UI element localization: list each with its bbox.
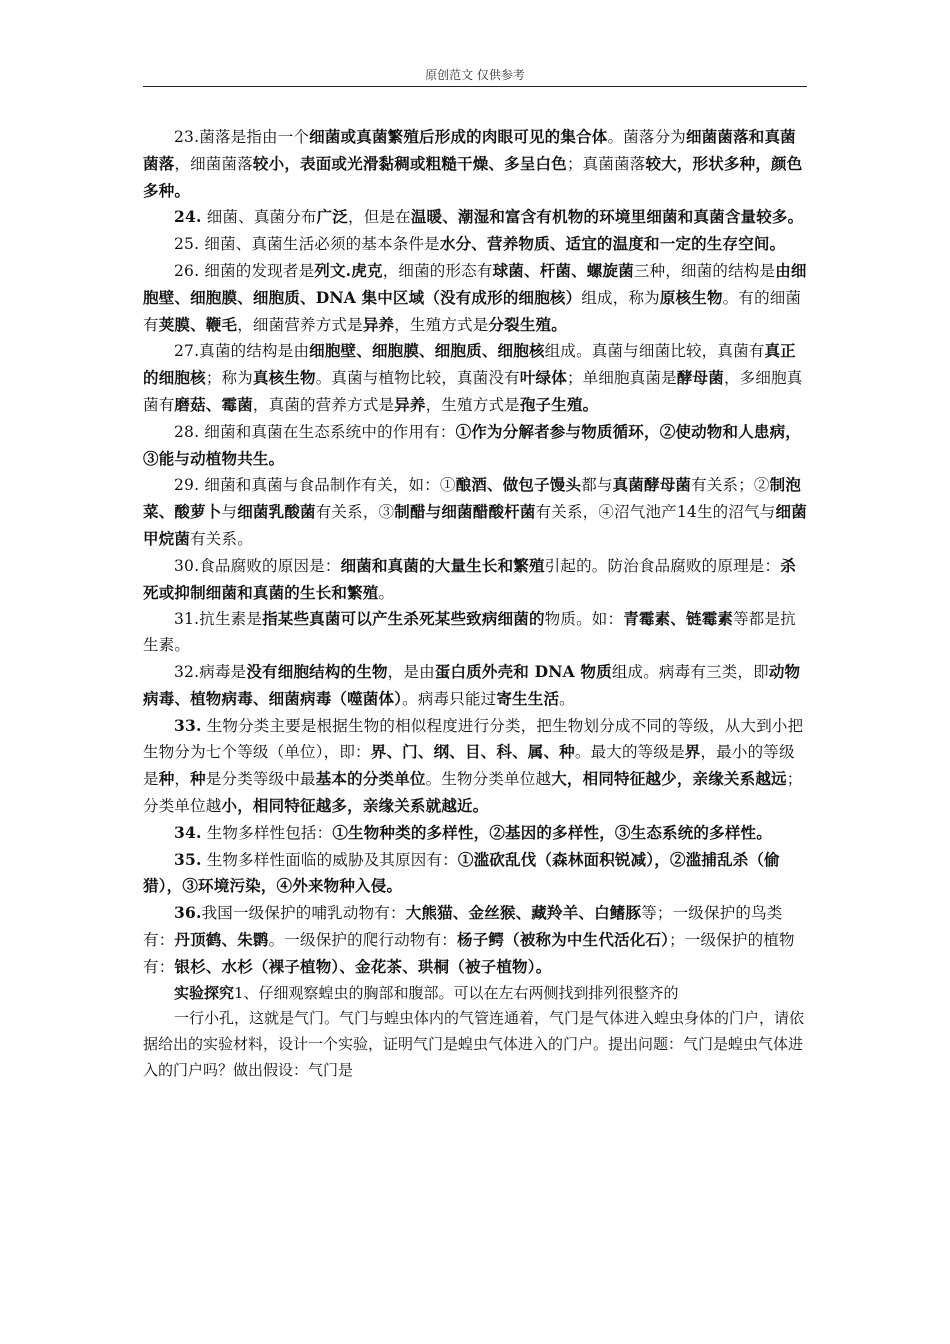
bold-text: 大，相同特征越少，亲缘关系越远 — [551, 769, 787, 789]
paragraph-p32 — [143, 659, 807, 713]
bold-text: 较小，表面或光滑黏稠或粗糙干燥、多呈白色 — [252, 153, 567, 173]
paragraph-p28 — [143, 419, 807, 473]
text-run: ，但是在 — [348, 208, 411, 227]
bold-text: 界 — [684, 742, 701, 762]
text-run: 都与 — [581, 476, 613, 495]
bold-text: 细菌和真菌的大量生长和繁殖 — [340, 555, 545, 575]
text-run: 物质。如： — [544, 610, 624, 629]
paragraph-p27 — [143, 338, 807, 418]
paragraph-p35 — [143, 847, 807, 901]
bold-text: 丹顶鹤、朱鹮 — [174, 929, 269, 949]
text-run: ，最小的等级是 — [143, 743, 795, 789]
lab-paragraph-1 — [143, 981, 807, 1007]
text-run: 细菌、真菌分布 — [201, 208, 317, 227]
bold-text: 异养 — [362, 314, 395, 334]
bold-text: 杨子鳄（被称为中生代活化石） — [457, 929, 670, 949]
header-text: 原创范文 仅供参考 — [425, 68, 525, 82]
bold-text: 杀死或抑制细菌和真菌的生长和繁殖 — [143, 555, 796, 602]
bold-text: ①作为分解者参与物质循环，②使动物和人患病，③能与动植物共生。 — [143, 421, 801, 468]
text-run: 生物分类主要是根据生物的相似程度进行分类，把生物划分成不同的等级，从大到小把生物分为七个等级（单位），即： — [143, 716, 804, 762]
bold-text: 寄生生活 — [496, 688, 560, 708]
bold-text: 原核生物 — [659, 287, 723, 307]
bold-text: 基本的分类单位 — [315, 769, 426, 789]
bold-text: ①滥砍乱伐（森林面积锐减），②滥捕乱杀（偷猎），③环境污染，④外来物种入侵。 — [143, 849, 780, 896]
bold-text: 界、门、纲、目、科、属、种 — [370, 742, 575, 762]
bold-text: 由细胞壁、细胞膜、细胞质、DNA 集中区域（没有成形的细胞核） — [143, 260, 807, 307]
bold-text: 磨菇、霉菌 — [174, 394, 253, 414]
text-run: 等都是抗生素。 — [143, 610, 796, 655]
text-run: 组成，称为 — [581, 288, 660, 307]
text-run: 有关系。 — [190, 529, 253, 548]
page-header — [143, 64, 807, 87]
bold-text: 广泛 — [316, 207, 349, 227]
text-run: ，细菌菌落 — [174, 154, 253, 173]
text-run: ，生殖方式是 — [394, 315, 489, 334]
paragraph-p29 — [143, 472, 807, 552]
text-run: 等；一级保护的鸟类有： — [143, 904, 783, 949]
text-run: 。 — [378, 583, 395, 602]
text-run: ，是由 — [387, 662, 435, 681]
paragraph-p25 — [143, 231, 807, 258]
text-run: 。真菌与植物比较，真菌没有 — [315, 369, 520, 388]
bold-text: 35. — [174, 849, 202, 869]
text-run: 。菌落分为 — [607, 128, 686, 146]
bold-text: 没有细胞结构的生物 — [246, 661, 388, 681]
text-run: ；称为 — [205, 369, 253, 388]
text-run: 有关系；② — [691, 476, 770, 495]
text-run: 29. 细菌和真菌与食品制作有关，如：① — [174, 476, 456, 495]
text-run: 生物多样性包括： — [201, 823, 333, 842]
text-run: 有关系，④沼气池产14生的沼气与 — [535, 503, 776, 522]
bold-text: 分裂生殖。 — [488, 314, 567, 334]
text-run: 生物多样性面临的威胁及其原因有： — [201, 850, 458, 869]
text-run: ，多细胞真菌有 — [143, 369, 803, 414]
paragraph-p31 — [143, 606, 807, 659]
bold-text: 荚膜、鞭毛 — [158, 314, 238, 334]
paragraph-list — [143, 124, 807, 981]
text-run: 。最大的等级是 — [574, 743, 685, 762]
text-run: ，生殖方式是 — [425, 395, 520, 414]
text-run: 25. 细菌、真菌生活必须的基本条件是 — [174, 235, 440, 254]
text-run: 30.食品腐败的原因是： — [174, 556, 341, 575]
text-run: 27.真菌的结构是由 — [174, 342, 310, 361]
bold-text: 指某些真菌可以产生杀死某些致病细菌的 — [262, 609, 545, 629]
paragraph-p33 — [143, 713, 807, 820]
text-run: 31.抗生素是 — [174, 610, 263, 629]
text-run: 。病毒只能过 — [402, 689, 497, 708]
text-run: ，真菌的营养方式是 — [252, 395, 395, 414]
bold-text: 青霉素、链霉素 — [623, 609, 734, 629]
text-run: 引起的。防治食品腐败的原理是： — [544, 556, 781, 575]
bold-text: 孢子生殖。 — [519, 394, 599, 414]
text-run: ；一级保护的植物有： — [143, 930, 795, 976]
bold-text: 细菌或真菌繁殖后形成的肉眼可见的集合体 — [309, 127, 608, 146]
text-run: ；分类单位越 — [143, 770, 803, 815]
bold-text: 列文.虎克 — [314, 260, 383, 280]
text-run: 。 — [559, 689, 575, 708]
paragraph-p36 — [143, 900, 807, 980]
bold-text: 较大，形状多种，颜色多种。 — [143, 153, 803, 200]
lab-line-1: 1、仔细观察蝗虫的胸部和腹部。可以在左右两侧找到排列很整齐的 — [234, 983, 679, 1002]
text-run: ，细菌营养方式是 — [237, 315, 363, 334]
bold-text: 真核生物 — [252, 368, 316, 388]
bold-text: 酵母菌 — [676, 368, 724, 388]
bold-text: 制醋与细菌醋酸杆菌 — [394, 502, 536, 522]
bold-text: 蛋白质外壳和 DNA 物质 — [434, 661, 612, 681]
bold-text: 异养 — [394, 394, 426, 414]
paragraph-p30 — [143, 553, 807, 607]
text-run: 28. 细菌和真菌在生态系统中的作用有： — [174, 422, 456, 441]
text-run: 我国一级保护的哺乳动物有： — [201, 904, 406, 923]
text-run: 组成。病毒有三类，即 — [611, 662, 769, 681]
bold-text: 种 — [190, 769, 206, 789]
text-run: 与 — [221, 503, 238, 522]
bold-text: 叶绿体 — [519, 368, 567, 388]
paragraph-p34 — [143, 820, 807, 847]
bold-text: 真菌酵母菌 — [612, 475, 692, 495]
bold-text: 36. — [174, 903, 202, 923]
text-run: 有关系，③ — [315, 503, 395, 522]
paragraph-p26 — [143, 258, 807, 338]
document-body — [143, 124, 807, 1084]
text-run: 三种，细菌的结构是 — [633, 261, 776, 280]
bold-text: 33. — [174, 715, 202, 735]
text-run: 32.病毒是 — [174, 662, 247, 681]
lab-label: 实验探究 — [174, 983, 235, 1002]
text-run: 。一级保护的爬行动物有： — [268, 930, 458, 949]
bold-text: 水分、营养物质、适宜的温度和一定的生存空间。 — [439, 234, 786, 254]
text-run: ，细菌的形态有 — [382, 261, 493, 280]
paragraph-p24 — [143, 204, 807, 231]
bold-text: 真正的细胞核 — [143, 341, 796, 388]
bold-text: ①生物种类的多样性，②基因的多样性，③生态系统的多样性。 — [332, 822, 772, 842]
bold-text: 球菌、杆菌、螺旋菌 — [492, 260, 634, 280]
bold-text: 34. — [174, 822, 202, 842]
bold-text: 小，相同特征越多，亲缘关系就越近。 — [221, 795, 489, 815]
bold-text: 种 — [158, 769, 175, 789]
bold-text: 动物病毒、植物病毒、细菌病毒（噬菌体） — [143, 661, 801, 708]
bold-text: 细菌乳酸菌 — [237, 502, 316, 522]
text-run: 组成。真菌与细菌比较，真菌有 — [544, 342, 765, 361]
paragraph-p23 — [143, 124, 807, 204]
text-run: ；单细胞真菌是 — [566, 369, 677, 388]
text-run: ， — [174, 770, 191, 789]
bold-text: 大熊猫、金丝猴、藏羚羊、白鳍豚 — [405, 903, 642, 923]
text-run: ；真菌菌落 — [566, 154, 646, 173]
bold-text: 制泡菜、酸萝卜 — [143, 475, 802, 522]
bold-text: 24. — [174, 207, 202, 227]
text-run: 。生物分类单位越 — [425, 770, 552, 789]
bold-text: 细菌甲烷菌 — [143, 502, 807, 548]
bold-text: 细菌菌落和真菌菌落 — [143, 127, 796, 173]
lab-paragraph-2: 一行小孔，这就是气门。气门与蝗虫体内的气管连通着，气门是气体进入蝗虫身体的门户，请依据给出的实验材料，设计一个实验，证明气门是蝗虫气体进入的门户。提出问题：气门是蝗虫气体进入的门户吗？做出假设：气门是 — [143, 1009, 805, 1079]
text-run: 23.菌落是指由一个 — [174, 128, 310, 146]
text-run: 是分类等级中最 — [205, 770, 316, 789]
bold-text: 银杉、水杉（裸子植物）、金花茶、珙桐（被子植物）。 — [174, 956, 552, 976]
bold-text: 细胞壁、细胞膜、细胞质、细胞核 — [309, 341, 545, 361]
bold-text: 酿酒、做包子馒头 — [455, 475, 582, 495]
text-run: 26. 细菌的发现者是 — [174, 261, 315, 280]
text-run: 。有的细菌有 — [143, 288, 802, 334]
bold-text: 温暖、潮湿和富含有机物的环境里细菌和真菌含量较多。 — [410, 207, 804, 227]
